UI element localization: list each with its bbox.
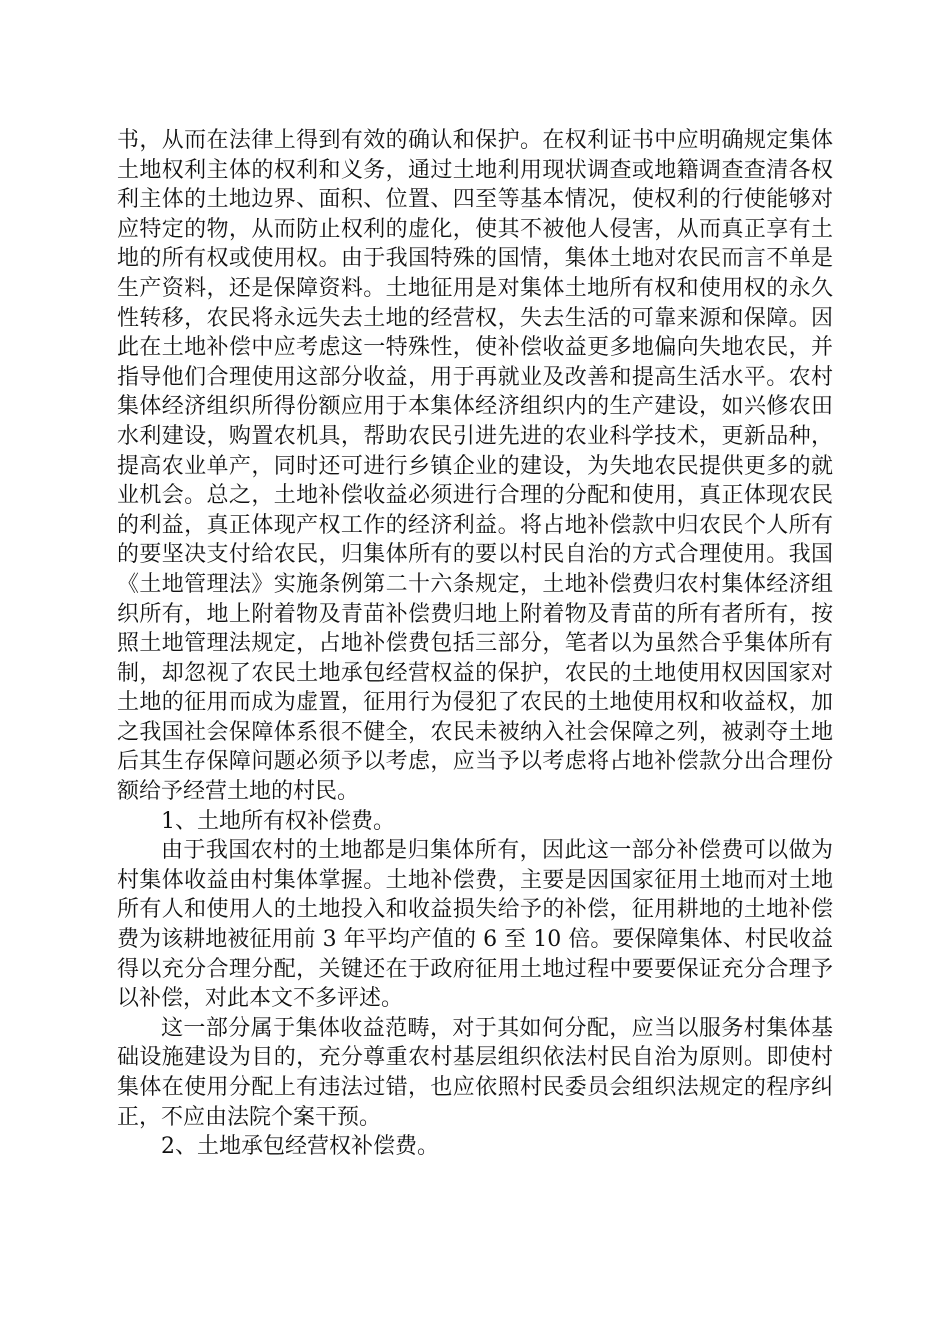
body-paragraph: 由于我国农村的土地都是归集体所有，因此这一部分补偿费可以做为村集体收益由村集体掌握。土地补偿费，主要是因国家征用土地而对土地所有人和使用人的土地投入和收益损失给予的补偿，征用耕地的土地补偿费为该耕地被征用前 3 年平均产值的 6 至 10 倍。要保障集体、村民收益得以充分合理分配，关键还在于政府征用土地过程中要要保证充分合理予以补偿，对此本文不多评述。 (117, 838, 833, 1012)
body-paragraph: 这一部分属于集体收益范畴，对于其如何分配，应当以服务村集体基础设施建设为目的，充分尊重农村基层组织依法村民自治为原则。即使村集体在使用分配上有违法过错，也应依照村民委员会组织法规定的程序纠正，不应由法院个案干预。 (117, 1015, 833, 1130)
section-heading-contract-management-compensation: 2、土地承包经营权补偿费。 (161, 1134, 439, 1160)
section-heading-land-ownership-compensation: 1、土地所有权补偿费。 (161, 808, 395, 834)
document-body (117, 126, 833, 1162)
body-paragraph: 书，从而在法律上得到有效的确认和保护。在权利证书中应明确规定集体土地权利主体的权利和义务，通过土地利用现状调查或地籍调查查清各权利主体的土地边界、面积、位置、四至等基本情况，使权利的行使能够对应特定的物，从而防止权利的虚化，使其不被他人侵害，从而真正享有土地的所有权或使用权。由于我国特殊的国情，集体土地对农民而言不单是生产资料，还是保障资料。土地征用是对集体土地所有权和使用权的永久性转移，农民将永远失去土地的经营权，失去生活的可靠来源和保障。因此在土地补偿中应考虑这一特殊性，使补偿收益更多地偏向失地农民，并指导他们合理使用这部分收益，用于再就业及改善和提高生活水平。农村集体经济组织所得份额应用于本集体经济组织内的生产建设，如兴修农田水利建设，购置农机具，帮助农民引进先进的农业科学技术，更新品种，提高农业单产，同时还可进行乡镇企业的建设，为失地农民提供更多的就业机会。总之，土地补偿收益必须进行合理的分配和使用，真正体现农民的利益，真正体现产权工作的经济利益。将占地补偿款中归农民个人所有的要坚决支付给农民，归集体所有的要以村民自治的方式合理使用。我国《土地管理法》实施条例第二十六条规定，土地补偿费归农村集体经济组织所有，地上附着物及青苗补偿费归地上附着物及青苗的所有者所有，按照土地管理法规定，占地补偿费包括三部分，笔者以为虽然合乎集体所有制，却忽视了农民土地承包经营权益的保护，农民的土地使用权因国家对土地的征用而成为虚置，征用行为侵犯了农民的土地使用权和收益权，加之我国社会保障体系很不健全，农民未被纳入社会保障之列，被剥夺土地后其生存保障问题必须予以考虑，应当予以考虑将占地补偿款分出合理份额给予经营土地的村民。 (117, 128, 833, 805)
